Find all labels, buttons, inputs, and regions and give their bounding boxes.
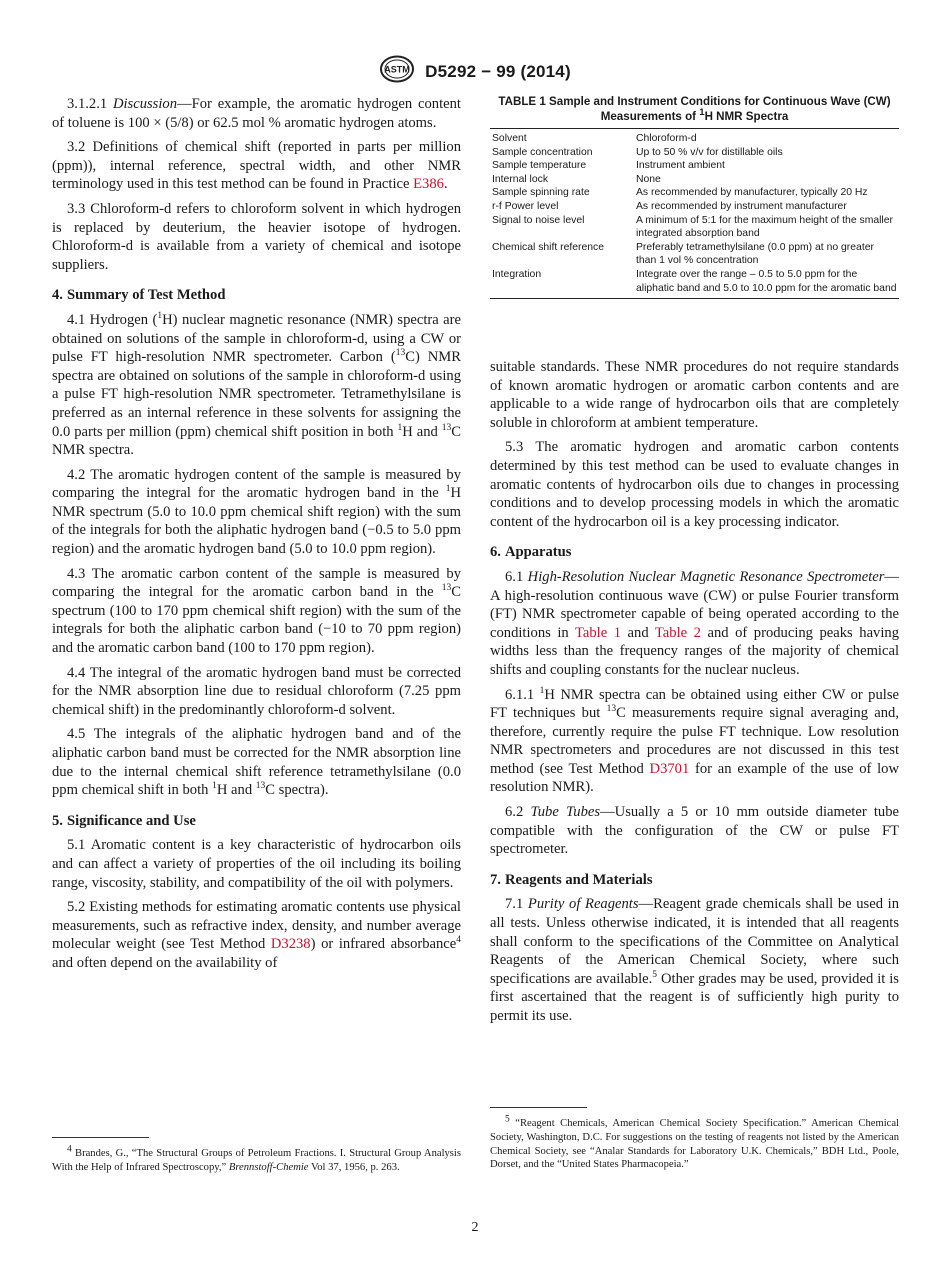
- table-row: [490, 268, 899, 299]
- table-cell-parameter: Signal to noise level: [492, 214, 585, 226]
- paragraph-7-1: 7.1 Purity of Reagents—Reagent grade chemicals shall be used in all tests. Unless otherwise indicated, it is intended that all reagents shall conform to the specifications of the Committee on Analytical Reagents of the American Chemical Society, where such specifications are available.$^5$ Other grades may be used, provided it is first ascertained that the reagent is of sufficiently high purity to permit its use.: [490, 896, 900, 1024]
- table-cell-parameter: Sample temperature: [492, 160, 587, 172]
- paragraph-3-2: 3.2 Definitions of chemical shift (reported in parts per million (ppm)), internal reference, spectral width, and other NMR terminology used in this test method can be found in Practice E386.: [52, 139, 461, 193]
- table-cell-parameter: Chemical shift reference: [492, 241, 605, 253]
- paragraph-5-1: 5.1 Aromatic content is a key characteristic of hydrocarbon oils and can affect a variety of properties of the oil including its boiling range, viscosity, stability, and compatibility of the oil with polymers.: [52, 837, 461, 891]
- paragraph-4-2: 4.2 The aromatic hydrogen content of the sample is measured by comparing the integral for the aromatic hydrogen band in the $^1$H NMR spectrum (5.0 to 10.0 ppm chemical shift region) with the sum of the integrals for both the aliphatic hydrogen band (−0.5 to 5.0 ppm region) and the aromatic hydrogen band (5.0 to 10.0 ppm region).: [52, 466, 461, 558]
- paragraph-3-1-2-1: 3.1.2.1 Discussion—For example, the aromatic hydrogen content of toluene is 100 × (5/8) or 62.5 mol % aromatic hydrogen atoms.: [52, 96, 461, 131]
- table-1: [490, 95, 899, 299]
- table-1-caption: TABLE 1 Sample and Instrument Conditions for Continuous Wave (CW) Measurements of $^1$H NMR Spectra: [498, 95, 891, 123]
- table-cell-condition: Chloroform-d: [636, 133, 697, 144]
- table-cell-parameter: r-f Power level: [492, 200, 559, 212]
- table-row: [490, 129, 899, 146]
- footnote-ref-5: 5: [652, 969, 658, 980]
- page-number: 2: [471, 1220, 479, 1235]
- footnote-4: $^4$ Brandes, G., “The Structural Groups of Petroleum Fractions. I. Structural Group Analysis With the Help of Infrared Spectroscopy,” Brennstoff-Chemie Vol 37, 1956, p. 263.: [52, 1144, 461, 1173]
- table-cell-parameter: Sample concentration: [492, 146, 593, 158]
- paragraph-4-1: 4.1 Hydrogen ($^1$H) nuclear magnetic resonance (NMR) spectra are obtained on solutions of the sample in chloroform-d, using a CW or pulse FT high-resolution NMR spectrometer. Carbon ($^{13}$C) NMR spectra are obtained on solutions of the sample in chloroform-d using a pulse FT high-resolution NMR spectrometer. Tetramethylsilane is preferred as an internal reference in these solvents for assigning the 0.0 parts per million (ppm) chemical shift position in both $^1$H and $^{13}$C NMR spectra.: [52, 311, 461, 459]
- right-column: [490, 358, 899, 1032]
- footnote-divider-right: [490, 1107, 587, 1108]
- link-table-1[interactable]: Table 1: [574, 624, 622, 641]
- table-cell-condition: Integrate over the range – 0.5 to 5.0 ppm for the aliphatic band and 5.0 to 10.0 ppm for the aromatic band: [636, 268, 897, 294]
- table-cell-parameter: Integration: [492, 268, 542, 280]
- table-cell-parameter: Sample spinning rate: [492, 187, 590, 199]
- table-row: [490, 241, 899, 268]
- table-cell-condition: Instrument ambient: [636, 160, 725, 172]
- astm-logo-icon: [379, 55, 415, 88]
- table-cell-parameter: Internal lock: [492, 173, 549, 185]
- table-row: [490, 214, 899, 241]
- footnote-5: $^5$ “Reagent Chemicals, American Chemical Society Specification.” American Chemical Society, Washington, D.C. For suggestions on the testing of reagents not listed by the American Chemical Society, see “Analar Standards for Laboratory U.K. Chemicals,” BDH Ltd., Poole, Dorset, and the “United States Pharmacopeia.”: [490, 1114, 900, 1171]
- table-cell-condition: None: [636, 173, 661, 185]
- table-row: [490, 159, 899, 173]
- footnote-divider-left: [52, 1137, 149, 1138]
- section-4-heading: 4. Summary of Test Method: [52, 287, 226, 304]
- table-row: [490, 186, 899, 200]
- paragraph-4-5: 4.5 The integrals of the aliphatic hydrogen band and of the aliphatic carbon band must be corrected for the NMR absorption line due to the internal chemical shift reference tetramethylsilane (0.0 ppm chemical shift in both $^1$H and $^{13}$C spectra).: [52, 726, 461, 799]
- table-cell-condition: A minimum of 5:1 for the maximum height of the smaller integrated absorption band: [636, 214, 893, 240]
- astm-logo-text: ASTM: [384, 64, 410, 75]
- table-cell-condition: Preferably tetramethylsilane (0.0 ppm) at no greater than 1 vol % concentration: [636, 241, 874, 267]
- document-id: D5292 − 99 (2014): [425, 61, 571, 81]
- link-d3238[interactable]: D3238: [270, 936, 311, 953]
- table-row: [490, 146, 899, 160]
- link-d3701[interactable]: D3701: [649, 760, 690, 777]
- paragraph-6-1: 6.1 High-Resolution Nuclear Magnetic Resonance Spectrometer—A high-resolution continuous wave (CW) or pulse Fourier transform (FT) NMR spectrometer capable of being operated according to the conditions in Table 1 and Table 2 and of producing peaks having widths less than the frequency ranges of the majority of chemical shifts and coupling constants for the nuclear nucleus.: [490, 568, 899, 678]
- link-e386[interactable]: E386: [413, 176, 444, 193]
- paragraph-3-3: 3.3 Chloroform-d refers to chloroform solvent in which hydrogen is replaced by deuterium, the heavier isotope of hydrogen. Chloroform-d is available from a variety of chemical and isotope suppliers.: [52, 200, 461, 273]
- paragraph-4-3: 4.3 The aromatic carbon content of the sample is measured by comparing the integral for the aromatic carbon band in the $^{13}$C spectrum (100 to 170 ppm chemical shift region) with the sum of the integrals for both the aliphatic carbon band (−10 to 70 ppm region) and the aromatic carbon band (100 to 170 ppm region).: [52, 565, 461, 657]
- paragraph-6-1-1: 6.1.1 $^1$H NMR spectra can be obtained using either CW or pulse FT techniques but $^{13}$C measurements require signal averaging and, therefore, currently require the pulse FT technique. Low resolution NMR spectrometers and procedures are not discussed in this test method (see Test Method D3701 for an example of the use of low resolution NMR).: [490, 685, 899, 796]
- page-header: [0, 55, 950, 88]
- table-cell-parameter: Solvent: [492, 133, 527, 144]
- section-7-heading: 7. Reagents and Materials: [490, 871, 653, 888]
- left-column: [52, 95, 461, 979]
- table-cell-condition: As recommended by manufacturer, typically 20 Hz: [636, 187, 868, 199]
- paragraph-5-2: 5.2 Existing methods for estimating aromatic contents use physical measurements, such as refractive index, density, and number average molecular weight (see Test Method D3238) or infrared absorbance$^4$ and often depend on the availability of: [52, 899, 462, 971]
- table-row: [490, 200, 899, 214]
- footnote-ref-4: 4: [456, 935, 462, 946]
- table-cell-condition: Up to 50 % v/v for distillable oils: [636, 146, 783, 158]
- table-cell-condition: As recommended by instrument manufacturer: [636, 200, 847, 212]
- section-6-heading: 6. Apparatus: [490, 544, 572, 561]
- paragraph-6-2: 6.2 Tube Tubes—Usually a 5 or 10 mm outside diameter tube compatible with the configuration of the CW or pulse FT spectrometer.: [490, 804, 900, 858]
- table-1-grid: [490, 128, 899, 299]
- paragraph-5-3: 5.3 The aromatic hydrogen and aromatic carbon contents determined by this test method can be used to evaluate changes in aromatic contents of hydrocarbon oils due to changes in processing conditions and to develop processing models in which the aromatic content of the hydrocarbon oil is a key processing indicator.: [490, 439, 899, 530]
- link-table-2[interactable]: Table 2: [654, 624, 701, 641]
- section-5-heading: 5. Significance and Use: [52, 812, 196, 829]
- paragraph-5-2-continued: suitable standards. These NMR procedures do not require standards of known aromatic hydrogen or aromatic carbon contents and are applicable to a wide range of hydrocarbon oils that are completely soluble in chloroform at ambient temperature.: [490, 359, 899, 431]
- paragraph-4-4: 4.4 The integral of the aromatic hydrogen band must be corrected for the NMR absorption line due to residual chloroform (7.25 ppm chemical shift) in the predominantly chloroform-d solvent.: [52, 664, 461, 718]
- table-row: [490, 173, 899, 187]
